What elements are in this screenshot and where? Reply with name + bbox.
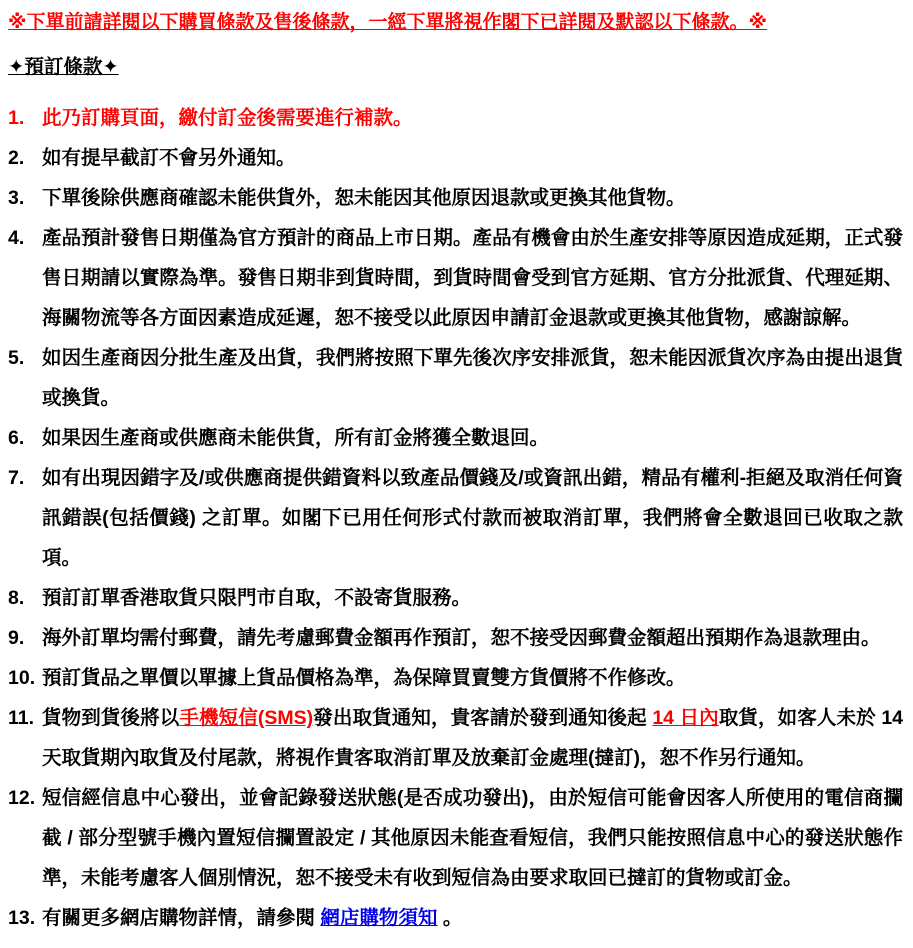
term-item — [8, 578, 903, 618]
term-number: 8. — [8, 587, 25, 609]
term-number: 4. — [8, 227, 25, 249]
term-segment: 如有提早截訂不會另外通知。 — [42, 147, 296, 169]
term-segment: 貨物到貨後將以 — [42, 707, 180, 729]
term-text — [42, 778, 903, 898]
term-segment: 如有出現因錯字及/或供應商提供錯資料以致產品價錢及/或資訊出錯，精品有權利-拒絕及取消任何資訊錯誤(包括價錢) 之訂單。如閣下已用任何形式付款而被取消訂單，我們將會全數退回已收取之款項。 — [42, 467, 903, 569]
term-number: 10. — [8, 667, 36, 689]
term-text — [42, 898, 903, 938]
term-segment: 短信經信息中心發出，並會記錄發送狀態(是否成功發出)，由於短信可能會因客人所使用的電信商攔截 / 部分型號手機內置短信攔置設定 / 其他原因未能查看短信，我們只能按照信息中心的發送狀態作準，未能考慮客人個別情況，恕不接受未有收到短信為由要求取回已撻訂的貨物或訂金。 — [42, 787, 903, 889]
term-item — [8, 178, 903, 218]
term-segment: 產品預計發售日期僅為官方預計的商品上市日期。產品有機會由於生產安排等原因造成延期，正式發售日期請以實際為準。發售日期非到貨時間，到貨時間會受到官方延期、官方分批派貨、代理延期、海關物流等各方面因素造成延遲，恕不接受以此原因申請訂金退款或更換其他貨物，感謝諒解。 — [42, 227, 903, 329]
term-number: 1. — [8, 107, 25, 129]
term-text — [42, 458, 903, 578]
term-segment: 海外訂單均需付郵費，請先考慮郵費金額再作預訂，恕不接受因郵費金額超出預期作為退款理由。 — [42, 627, 881, 649]
term-number: 11. — [8, 707, 35, 729]
term-number: 13. — [8, 907, 36, 929]
term-text — [42, 698, 903, 778]
term-number: 5. — [8, 347, 25, 369]
term-item — [8, 418, 903, 458]
term-segment: 預訂訂單香港取貨只限門市自取，不設寄貨服務。 — [42, 587, 472, 609]
term-item — [8, 338, 903, 418]
highlighted-term-segment: 手機短信(SMS) — [179, 707, 314, 729]
term-item — [8, 698, 903, 778]
term-item — [8, 138, 903, 178]
term-number: 2. — [8, 147, 25, 169]
highlighted-term-segment: 14 日內 — [652, 707, 719, 729]
shop-guide-link[interactable]: 網店購物須知 — [320, 907, 438, 929]
term-segment: 如果因生產商或供應商未能供貨，所有訂金將獲全數退回。 — [42, 427, 550, 449]
notice-title: ※下單前請詳閱以下購買條款及售後條款，一經下單將視作閣下已詳閱及默認以下條款。※ — [8, 12, 767, 33]
term-text — [42, 98, 903, 138]
term-item — [8, 898, 903, 938]
term-segment: 此乃訂購頁面，繳付訂金後需要進行補款。 — [42, 107, 413, 129]
term-number: 12. — [8, 787, 36, 809]
term-number: 9. — [8, 627, 25, 649]
term-item — [8, 778, 903, 898]
term-segment: 下單後除供應商確認未能供貨外，恕未能因其他原因退款或更換其他貨物。 — [42, 187, 686, 209]
term-segment: 有關更多網店購物詳情，請參閱 — [42, 907, 321, 929]
section-header-preorder-terms: ✦預訂條款✦ — [8, 56, 119, 78]
term-item — [8, 458, 903, 578]
term-number: 7. — [8, 467, 25, 489]
term-number: 6. — [8, 427, 25, 449]
term-text — [42, 418, 903, 458]
term-text — [42, 658, 903, 698]
terms-list — [8, 98, 903, 938]
term-text — [42, 218, 903, 338]
term-segment: 預訂貨品之單價以單據上貨品價格為準，為保障買賣雙方貨價將不作修改。 — [42, 667, 686, 689]
term-segment: 發出取貨通知，貴客請於發到通知後起 — [313, 707, 653, 729]
term-text — [42, 178, 903, 218]
term-text — [42, 138, 903, 178]
term-item — [8, 658, 903, 698]
term-item — [8, 98, 903, 138]
term-text — [42, 338, 903, 418]
term-item — [8, 618, 903, 658]
term-text — [42, 578, 903, 618]
term-item — [8, 218, 903, 338]
term-number: 3. — [8, 187, 25, 209]
term-text — [42, 618, 903, 658]
term-segment: 如因生產商因分批生產及出貨，我們將按照下單先後次序安排派貨，恕未能因派貨次序為由提出退貨或換貨。 — [42, 347, 903, 409]
term-segment: 取貨，如客人未於 14 天取貨期內取貨及付尾款，將視作貴客取消訂單及放棄訂金處理(撻訂)，恕不作另行通知。 — [42, 707, 904, 769]
term-segment: 。 — [437, 907, 463, 929]
